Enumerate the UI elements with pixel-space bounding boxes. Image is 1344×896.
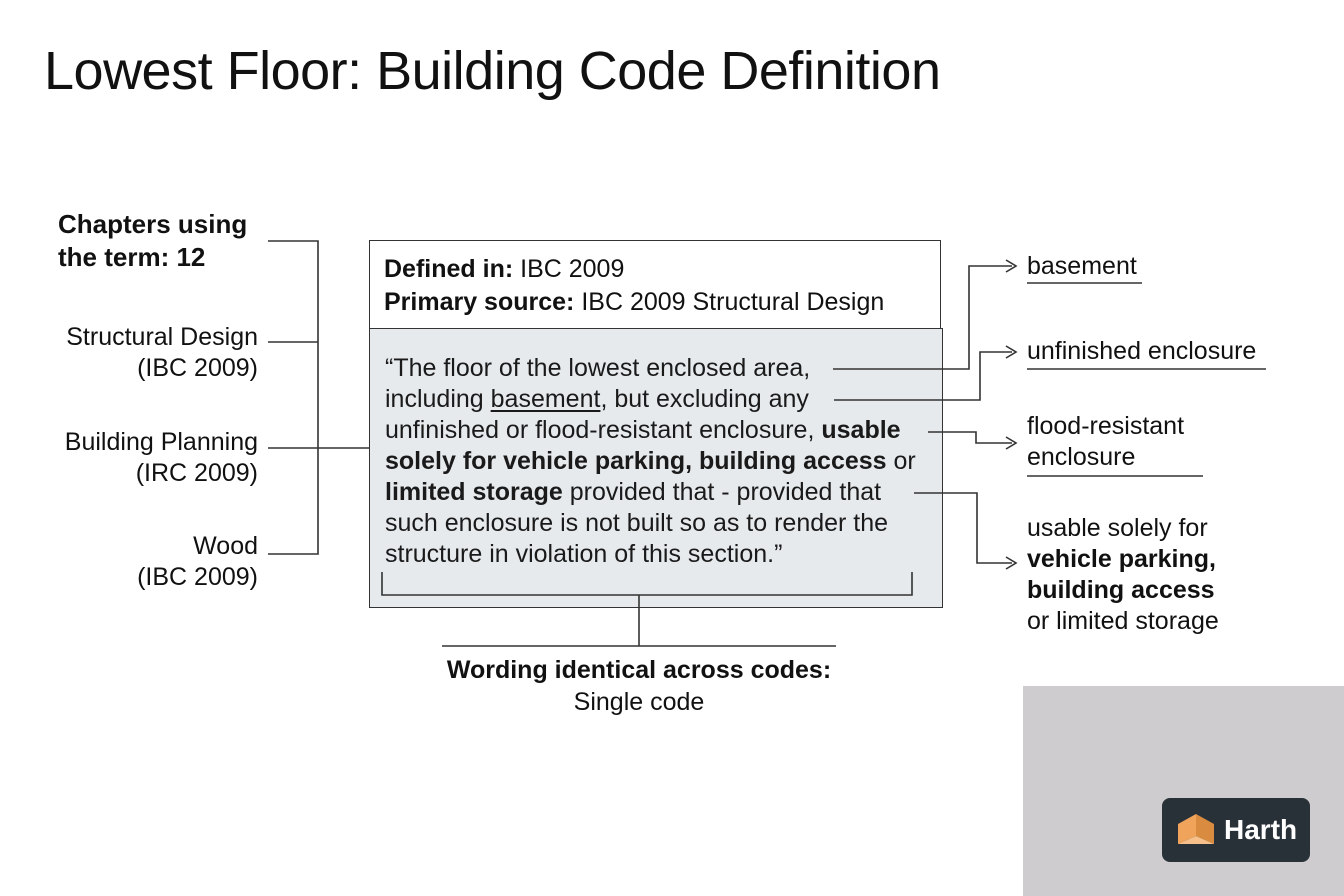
wording-value: Single code	[573, 688, 705, 716]
house-icon	[1174, 808, 1218, 852]
chapter-item-name: Building Planning	[64, 428, 258, 456]
bottom-bracket	[382, 572, 912, 595]
chapter-item-name: Structural Design	[66, 323, 258, 351]
term-unfinished-enclosure: unfinished enclosure	[1027, 337, 1257, 365]
quote-line: “The floor of the lowest enclosed area,	[385, 354, 811, 382]
chapter-item-code: (IBC 2009)	[137, 354, 258, 382]
connector-basement	[833, 266, 1012, 369]
left-bracket	[268, 241, 318, 554]
term-flood-resistant-enclosure: flood-resistant enclosure	[1027, 412, 1185, 471]
chapters-heading-line1: Chapters using	[58, 209, 248, 239]
defined-in-label: Defined in:	[384, 255, 514, 283]
term-basement: basement	[1027, 252, 1137, 280]
brand-logo	[1162, 798, 1310, 862]
connector-flood	[928, 432, 1012, 443]
chapter-item-code: (IBC 2009)	[137, 563, 258, 591]
quote-line: including basement, but excluding any	[385, 385, 809, 413]
quote-line: structure in violation of this section.”	[385, 540, 783, 568]
page-title: Lowest Floor: Building Code Definition	[44, 41, 941, 101]
wording-label: Wording identical across codes:	[446, 656, 832, 684]
quote-line: such enclosure is not built so as to render the	[385, 509, 889, 537]
quote-line: limited storage provided that - provided that	[385, 478, 882, 506]
defined-in-value: IBC 2009	[520, 255, 625, 283]
chapters-heading-line2: the term: 12	[58, 242, 206, 272]
chapter-item-name: Wood	[193, 532, 258, 560]
term-usable-solely: usable solely for vehicle parking, building access or limited storage	[1027, 514, 1219, 635]
primary-source-label: Primary source:	[384, 288, 575, 316]
brand-name: Harth	[1224, 814, 1298, 845]
quote-line: solely for vehicle parking, building access or	[385, 447, 916, 475]
connector-unfinished	[834, 352, 1012, 400]
primary-source-value: IBC 2009 Structural Design	[581, 288, 885, 316]
quote-line: unfinished or flood-resistant enclosure, usable	[385, 416, 901, 444]
connector-usable	[914, 493, 1012, 563]
chapter-item-code: (IRC 2009)	[135, 459, 258, 487]
basement-link[interactable]: basement	[490, 385, 601, 413]
